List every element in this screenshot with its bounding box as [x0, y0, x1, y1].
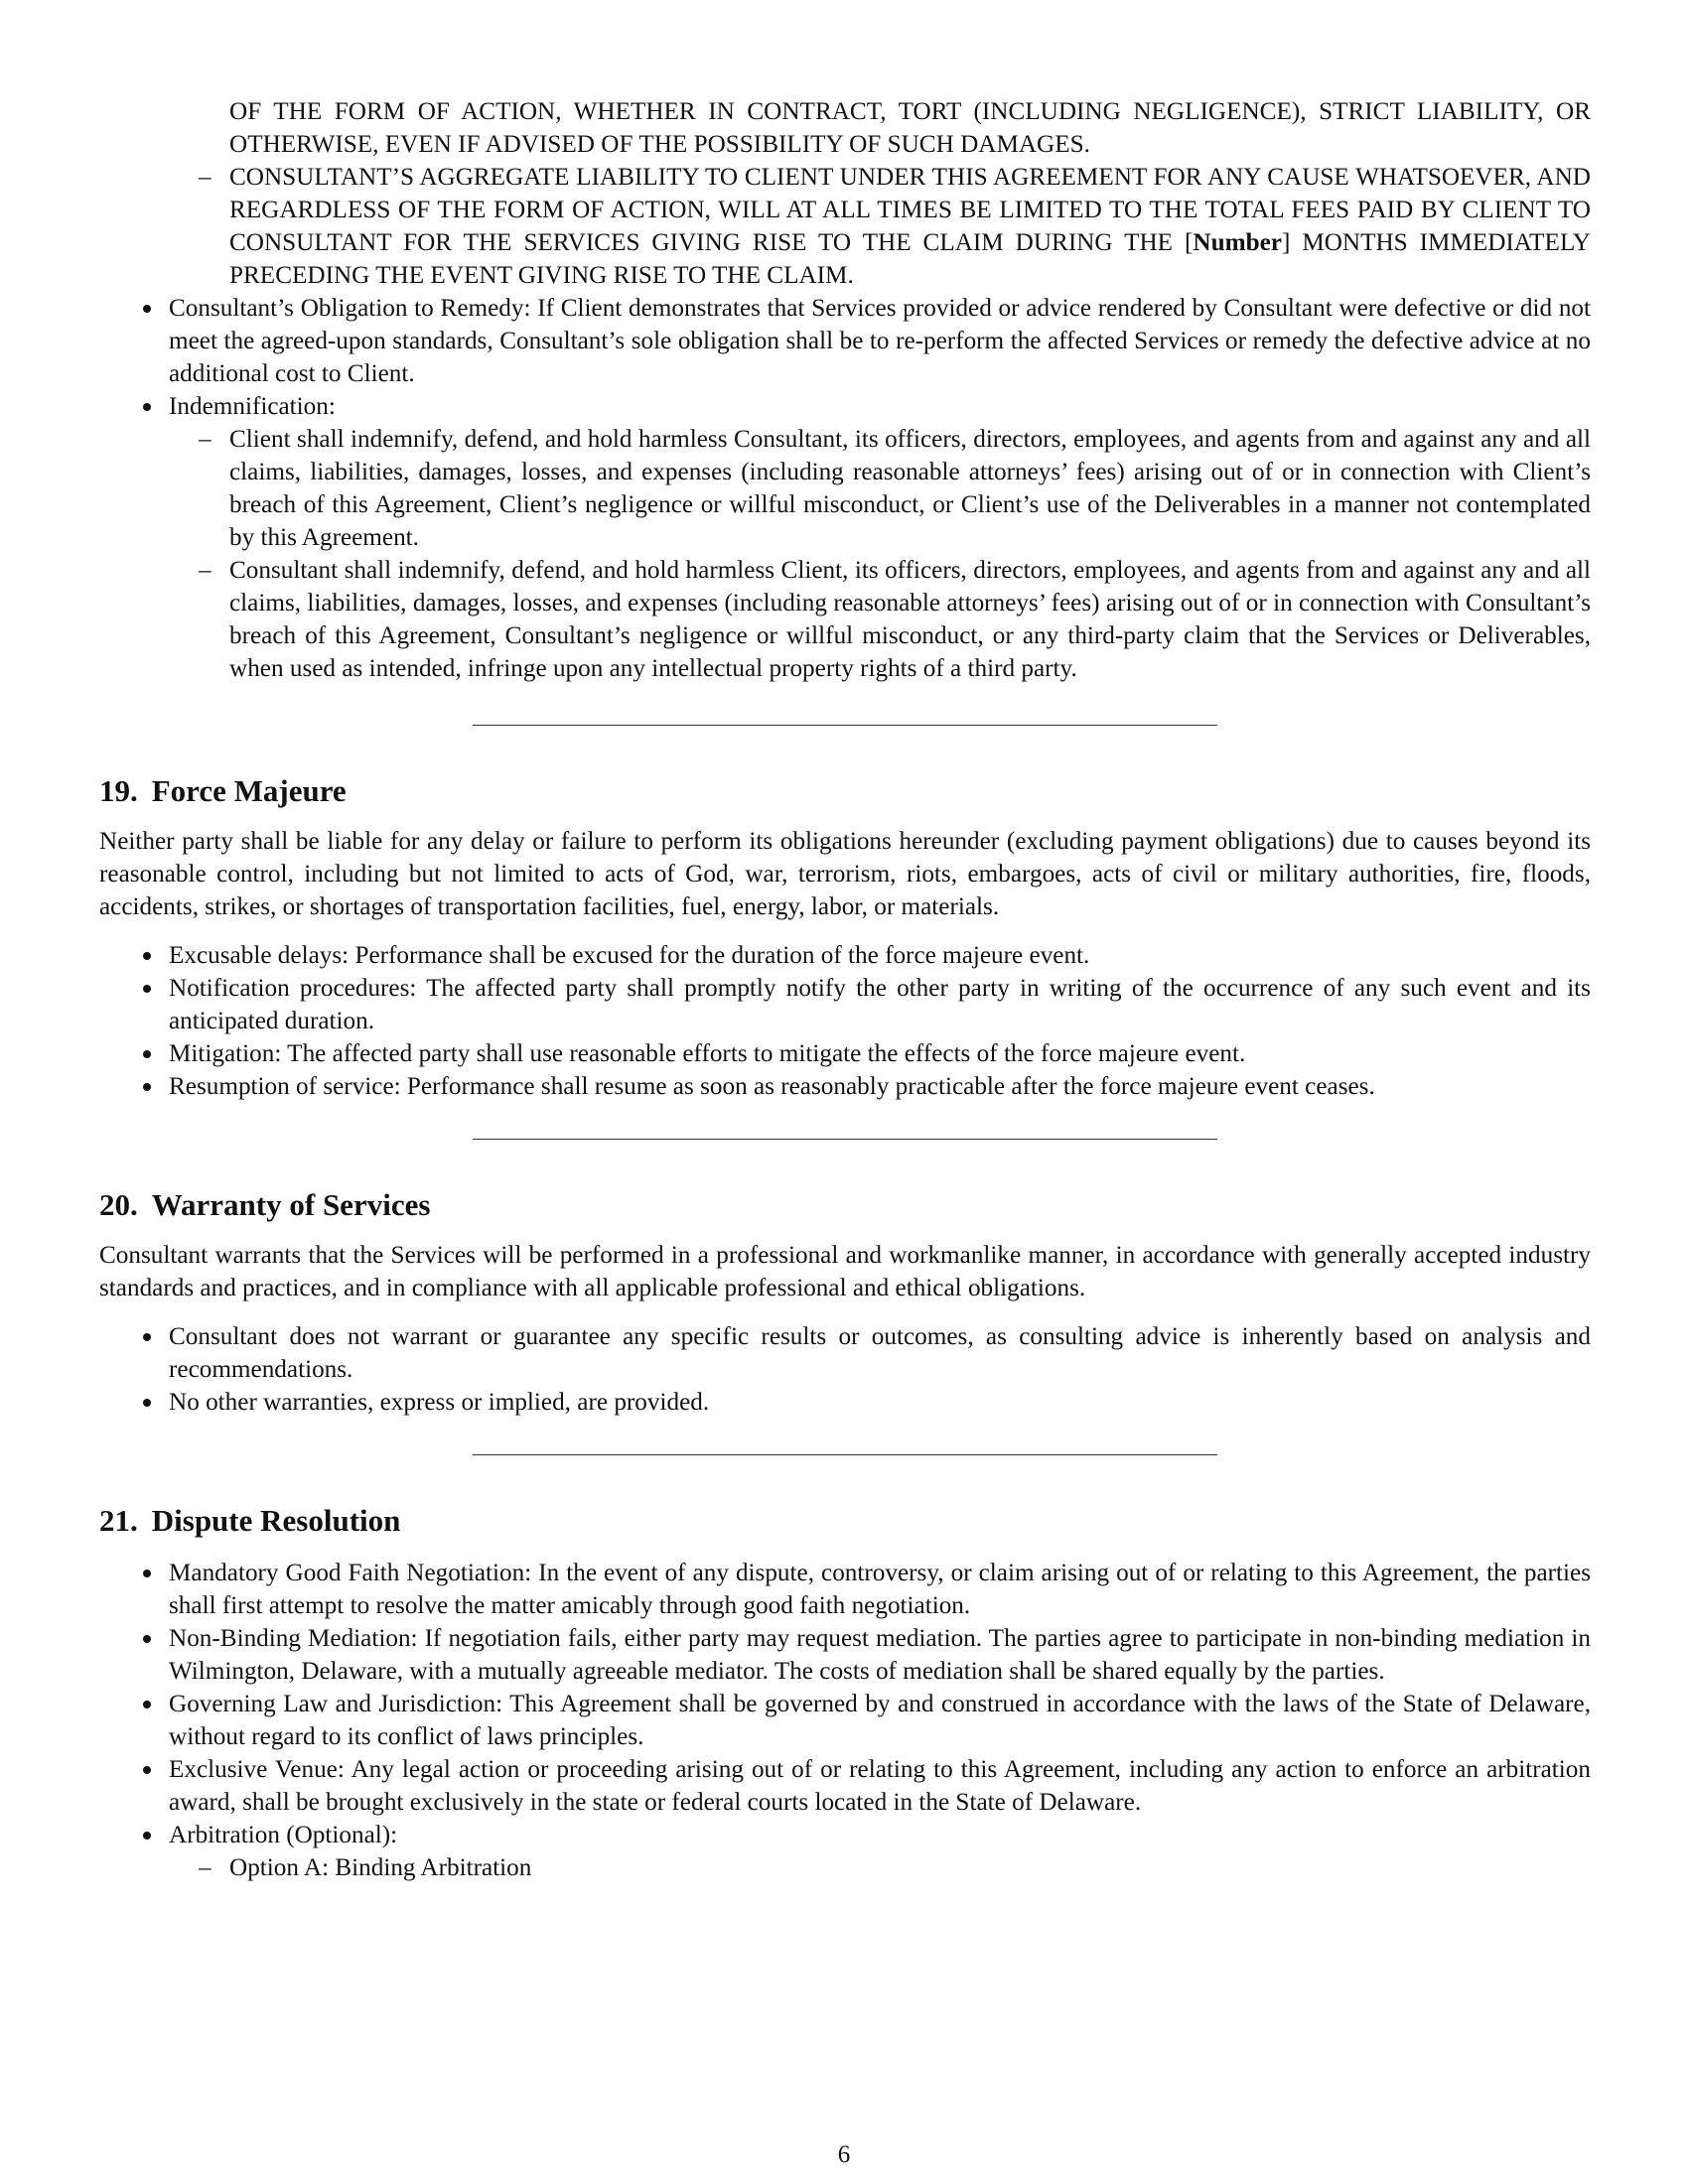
section-heading-21: 21. Dispute Resolution	[99, 1503, 401, 1538]
dash-marker: –	[199, 1854, 211, 1881]
section-20-intro: Consultant warrants that the Services will be performed in a professional and workmanlike manner, in accordance with generally accepted industry standards and practices, and in compliance with all applicable professional and ethical obligations.	[99, 1242, 1591, 1301]
bullet-icon	[143, 305, 151, 313]
liability-exclusion-continuation: OF THE FORM OF ACTION, WHETHER IN CONTRACT, TORT (INCLUDING NEGLIGENCE), STRICT LIABILITY, OR OTHERWISE, EVEN IF ADVISED OF THE POSSIBILITY OF SUCH DAMAGES.	[229, 98, 1591, 158]
section-divider	[473, 1139, 1217, 1140]
list-item: Resumption of service: Performance shall resume as soon as reasonably practicable after the force majeure event ceases.	[99, 1070, 1591, 1103]
section-divider	[473, 725, 1217, 726]
bullet-icon	[143, 985, 151, 993]
number-placeholder: Number	[1193, 229, 1282, 256]
bullet-icon	[143, 1701, 151, 1708]
page-number: 6	[837, 2141, 851, 2168]
bullet-icon	[143, 952, 151, 960]
section-20-list	[99, 1320, 1591, 1419]
liability-sublist	[99, 161, 1591, 292]
section-heading-19: 19. Force Majeure	[99, 773, 347, 808]
bullet-icon	[143, 1832, 151, 1840]
list-item	[99, 161, 1591, 292]
section-divider	[473, 1454, 1217, 1455]
list-item: Exclusive Venue: Any legal action or proceeding arising out of or relating to this Agreement, including any action to enforce an arbitration award, shall be brought exclusively in the state or federal courts located in the State of Delaware.	[99, 1753, 1591, 1819]
bullet-icon	[143, 1635, 151, 1643]
bullet-icon	[143, 1333, 151, 1341]
list-item: Mandatory Good Faith Negotiation: In the event of any dispute, controversy, or claim arising out of or relating to this Agreement, the parties shall first attempt to resolve the matter amicably through good faith negotiation.	[99, 1557, 1591, 1622]
indemnification-sublist	[99, 423, 1591, 685]
dash-marker: –	[199, 426, 211, 453]
list-item: Notification procedures: The affected party shall promptly notify the other party in writing of the occurrence of any such event and its anticipated duration.	[99, 972, 1591, 1037]
indemn-consultant-text: Consultant shall indemnify, defend, and hold harmless Client, its officers, directors, employees, and agents from and against any and all claims, liabilities, damages, losses, and expenses (including reasonable attorneys’ fees) arising out of or in connection with Consultant’s breach of this Agreement, Consultant’s negligence or willful misconduct, or any third-party claim that the Services or Deliverables, when used as intended, infringe upon any intellectual property rights of a third party.	[229, 557, 1591, 682]
bullet-icon	[143, 403, 151, 411]
list-item: No other warranties, express or implied, are provided.	[99, 1386, 1591, 1419]
section-21-list	[99, 1557, 1591, 1851]
indemn-client-text: Client shall indemnify, defend, and hold harmless Consultant, its officers, directors, employees, and agents from and against any and all claims, liabilities, damages, losses, and expenses (including reasonable attorneys’ fees) arising out of or in connection with Client’s breach of this Agreement, Client’s negligence or willful misconduct, or Client’s use of the Deliverables in a manner not contemplated by this Agreement.	[229, 426, 1591, 551]
section-19-intro: Neither party shall be liable for any delay or failure to perform its obligations hereunder (excluding payment obligations) due to causes beyond its reasonable control, including but not limited to acts of God, war, terrorism, riots, embargoes, acts of civil or military authorities, fire, floods, accidents, strikes, or shortages of transportation facilities, fuel, energy, labor, or materials.	[99, 828, 1591, 920]
liability-list	[99, 292, 1591, 423]
list-item: Excusable delays: Performance shall be excused for the duration of the force majeure event.	[99, 939, 1591, 972]
bullet-icon	[143, 1399, 151, 1407]
list-item: Arbitration (Optional):	[99, 1819, 1591, 1851]
section-19-list	[99, 939, 1591, 1103]
list-item: Consultant does not warrant or guarantee any specific results or outcomes, as consulting advice is inherently based on analysis and recommendations.	[99, 1320, 1591, 1386]
bullet-icon	[143, 1050, 151, 1058]
section-heading-20: 20. Warranty of Services	[99, 1187, 431, 1222]
bullet-icon	[143, 1766, 151, 1774]
list-item: Non-Binding Mediation: If negotiation fails, either party may request mediation. The parties agree to participate in non-binding mediation in Wilmington, Delaware, with a mutually agreeable mediator. The costs of mediation shall be shared equally by the parties.	[99, 1622, 1591, 1688]
aggregate-liability-text: CONSULTANT’S AGGREGATE LIABILITY TO CLIENT UNDER THIS AGREEMENT FOR ANY CAUSE WHATSOEVER, AND REGARDLESS OF THE FORM OF ACTION, WILL AT ALL TIMES BE LIMITED TO THE TOTAL FEES PAID BY CLIENT TO CONSULTANT FOR THE SERVICES GIVING RISE TO THE CLAIM DURING THE [Number] MONTHS IMMEDIATELY PRECEDING THE EVENT GIVING RISE TO THE CLAIM.	[229, 164, 1591, 289]
dash-marker: –	[199, 557, 211, 584]
bullet-icon	[143, 1570, 151, 1577]
list-item: Mitigation: The affected party shall use reasonable efforts to mitigate the effects of the force majeure event.	[99, 1037, 1591, 1070]
list-item: – Option A: Binding Arbitration	[99, 1851, 1591, 1884]
arbitration-options-list	[99, 1851, 1591, 1884]
indemnification-label: Indemnification:	[169, 393, 336, 420]
list-item: Governing Law and Jurisdiction: This Agreement shall be governed by and construed in accordance with the laws of the State of Delaware, without regard to its conflict of laws principles.	[99, 1688, 1591, 1753]
list-item	[99, 423, 1591, 554]
bullet-icon	[143, 1083, 151, 1091]
document-page	[99, 95, 1591, 1884]
list-item	[99, 390, 1591, 423]
dash-marker: –	[199, 164, 211, 191]
list-item	[99, 292, 1591, 390]
remedy-text: Consultant’s Obligation to Remedy: If Client demonstrates that Services provided or advice rendered by Consultant were defective or did not meet the agreed-upon standards, Consultant’s sole obligation shall be to re-perform the affected Services or remedy the defective advice at no additional cost to Client.	[169, 295, 1591, 387]
list-item	[99, 554, 1591, 685]
